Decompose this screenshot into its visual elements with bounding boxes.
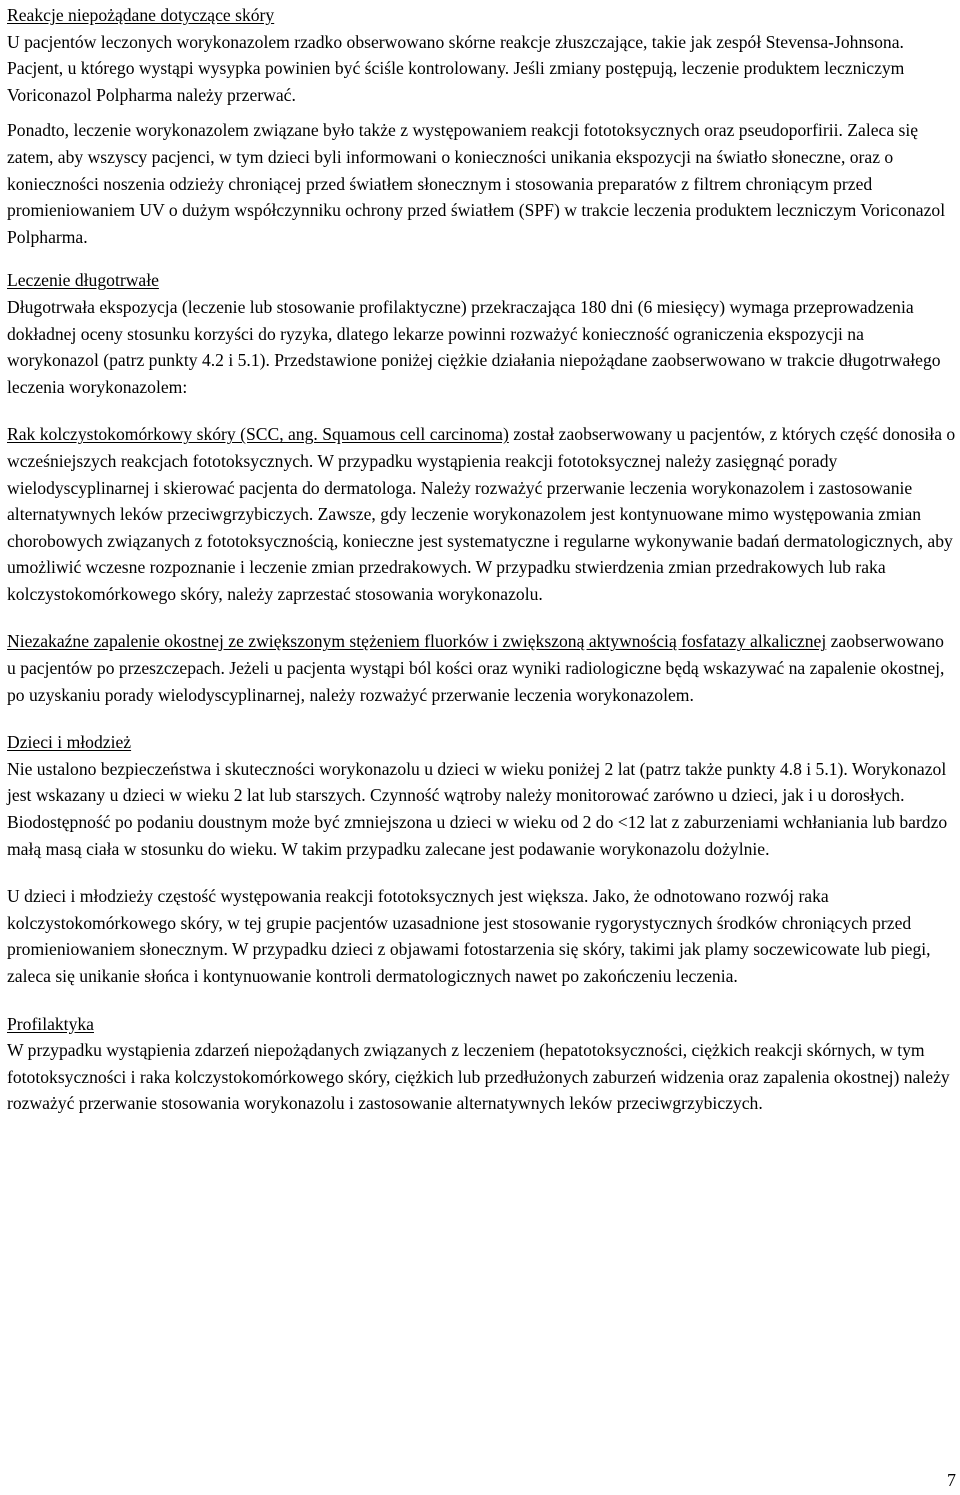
paragraph-skin-reactions-1: U pacjentów leczonych worykonazolem rzadko obserwowano skórne reakcje złuszczające, takie jak zespół Stevensa-Johnsona. Pacjent, u którego wystąpi wysypka powinien być ściśle kontrolowany. Jeśli zmiany postępują, leczenie produktem leczniczym Voriconazol Polpharma należy przerwać.: [7, 31, 905, 105]
section-heading-skin-reactions: Reakcje niepożądane dotyczące skóry: [7, 5, 275, 25]
scc-text: został zaobserwowany u pacjentów, z których część donosiła o wcześniejszych reakcjach fototoksycznych. W przypadku wystąpienia reakcji fototoksycznej należy zasięgnąć porady wielodyscyplinarnej i skierować pacjenta do dermatologa. Należy rozważyć przerwanie leczenia worykonazolem i zastosowanie alternatywnych leków przeciwgrzybiczych. Zawsze, gdy leczenie worykonazolem jest kontynuowane mimo występowania zmian chorobowych związanych z fototoksycznością, konieczne jest systematyczne i regularne wykonywanie badań dermatologicznych, aby umożliwić wczesne rozpoznanie i leczenie zmian przedrakowych. W przypadku stwierdzenia zmian przedrakowych lub raka kolczystokomórkowego skóry, należy zaprzestać stosowania worykonazolu.: [7, 424, 956, 604]
document-body: [7, 2, 957, 1117]
paragraph-skin-reactions-2: Ponadto, leczenie worykonazolem związane było także z występowaniem reakcji fototoksycznych oraz pseudoporfirii. Zaleca się zatem, aby wszyscy pacjenci, w tym dzieci byli informowani o konieczności unikania ekspozycji na światło słoneczne, oraz o konieczności noszenia odzieży chroniącej przed światłem słonecznym i stosowania preparatów z filtrem chroniącym przed promieniowaniem UV o dużym współczynniku ochrony przed światłem (SPF) w trakcie leczenia produktem leczniczym Voriconazol Polpharma.: [7, 120, 946, 247]
paragraph-long-term-treatment: Długotrwała ekspozycja (leczenie lub stosowanie profilaktyczne) przekraczająca 180 dni (6 miesięcy) wymaga przeprowadzenia dokładnej oceny stosunku korzyści do ryzyka, dlatego lekarze powinni rozważyć konieczność ograniczenia ekspozycji na worykonazol (patrz punkty 4.2 i 5.1). Przedstawione poniżej ciężkie działania niepożądane zaobserwowano w trakcie długotrwałego leczenia worykonazolem:: [7, 296, 941, 397]
periostitis-term: Niezakaźne zapalenie okostnej ze zwiększonym stężeniem fluorków i zwiększoną aktywnością fosfatazy alkalicznej: [7, 631, 827, 652]
section-heading-children: Dzieci i młodzież: [7, 732, 132, 753]
section-heading-long-term-treatment: Leczenie długotrwałe: [7, 270, 159, 291]
paragraph-children-1: Nie ustalono bezpieczeństwa i skuteczności worykonazolu u dzieci w wieku poniżej 2 lat (patrz także punkty 4.8 i 5.1). Worykonazol jest wskazany u dzieci w wieku 2 lat lub starszych. Czynność wątroby należy monitorować zarówno u dzieci, jak i u dorosłych. Biodostępność po podaniu doustnym może być zmniejszona u dzieci w wieku od 2 do <12 lat z zaburzeniami wchłaniania lub bardzo małą masą ciała w stosunku do wieku. W takim przypadku zalecane jest podawanie worykonazolu dożylnie.: [7, 758, 948, 859]
paragraph-children-2: U dzieci i młodzieży częstość występowania reakcji fototoksycznych jest większa. Jako, że odnotowano rozwój raka kolczystokomórkowego skóry, w tej grupie pacjentów uzasadnione jest stosowanie rygorystycznych środków chroniących przed promieniowaniem słonecznym. W przypadku dzieci z objawami fotostarzenia się skóry, takimi jak plamy soczewicowate lub piegi, zaleca się unikanie słońca i kontynuowanie kontroli dermatologicznych nawet po zakończeniu leczenia.: [7, 886, 931, 986]
paragraph-scc: [7, 421, 957, 607]
periostitis-text: zaobserwowano u pacjentów po przeszczepach. Jeżeli u pacjenta wystąpi ból kości oraz wyniki radiologiczne będą wskazywać na zapalenie okostnej, po uzyskaniu porady wielodyscyplinarnej, należy rozważyć przerwanie leczenia worykonazolem.: [7, 631, 945, 705]
page-number: 7: [947, 1470, 956, 1490]
paragraph-periostitis: [7, 628, 957, 708]
scc-term: Rak kolczystokomórkowy skóry (SCC, ang. Squamous cell carcinoma): [7, 424, 509, 445]
paragraph-prophylaxis: W przypadku wystąpienia zdarzeń niepożądanych związanych z leczeniem (hepatotoksyczności, ciężkich reakcji skórnych, w tym fototoksyczności i raka kolczystokomórkowego skóry, ciężkich lub przedłużonych zaburzeń widzenia oraz zapalenia okostnej) należy rozważyć przerwanie stosowania worykonazolu i zastosowanie alternatywnych leków przeciwgrzybiczych.: [7, 1040, 950, 1114]
section-heading-prophylaxis: Profilaktyka: [7, 1013, 94, 1034]
